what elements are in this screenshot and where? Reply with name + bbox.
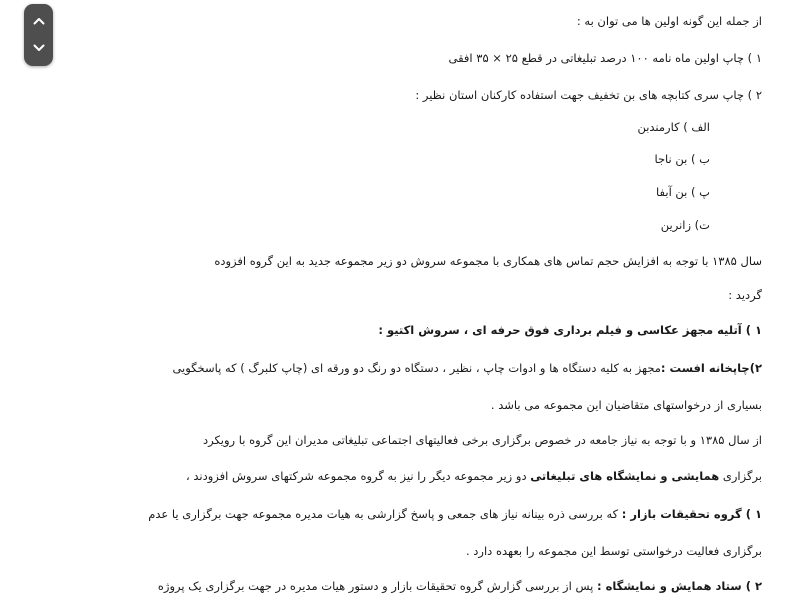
item-exhibition-hq-title: ۲ ) ستاد همایش و نمایشگاه : [596,579,762,593]
list-item-coupon-booklets: ۲ ) چاپ سری کتابچه های بن تخفیف جهت استفاده کارکنان استان نظیر : [415,88,762,102]
chevron-down-icon [33,44,45,52]
item-photo-studio-title: ۱ ) آتلیه مجهز عکاسی و فیلم برداری فوق حرفه ای ، سروش اکتیو : [378,323,762,337]
sub-item-d: ت) زانرین [660,218,710,232]
document-page [70,0,762,600]
item-offset-printing [70,360,762,376]
item-offset-printing-line-2: بسیاری از درخواستهای متقاضیان این مجموعه می باشد . [490,398,762,412]
paragraph-2-line-1: از سال ۱۳۸۵ و با توجه به نیاز جامعه در خصوص برگزاری برخی فعالیتهای اجتماعی تبلیغاتی مدیران این گروه با رویکرد [202,433,762,447]
paragraph-2-post: دو زیر مجموعه دیگر را نیز به گروه مجموعه شرکتهای سروش افزودند ، [186,469,527,483]
scroll-down-button[interactable] [24,35,53,61]
paragraph-2-bold: همایشی و نمایشگاه های تبلیغاتی [530,469,720,483]
list-item-monthly-magazine: ۱ ) چاپ اولین ماه نامه ۱۰۰ درصد تبلیغاتی در قطع ۲۵ × ۳۵ افقی [448,51,762,65]
item-market-research-line-2: برگزاری فعالیت درخواستی توسط این مجموعه را بعهده دارد . [466,544,762,558]
item-exhibition-hq-text: پس از بررسی گزارش گروه تحقیقات بازار و دستور هیات مدیره در جهت برگزاری یک پروژه [157,579,594,593]
sub-item-a: الف ) کارمندبن [637,120,710,134]
paragraph-2-line-2 [70,468,762,484]
paragraph-1-line-2: گردید : [728,288,762,302]
paragraph-2-pre: برگزاری [722,469,762,483]
paragraph-1-line-1: سال ۱۳۸۵ با توجه به افزایش حجم تماس های همکاری با مجموعه سروش دو زیر مجموعه جدید به این گروه افزوده [214,254,762,268]
item-exhibition-hq [70,578,762,594]
item-market-research-title: ۱ ) گروه تحقیقات بازار : [621,507,762,521]
item-market-research-text: که بررسی ذره بینانه نیاز های جمعی و پاسخ گزارشی به هیات مدیره مجموعه جهت برگزاری یا عدم [148,507,619,521]
intro-line: از جمله این گونه اولین ها می توان به : [576,14,762,28]
sub-item-c: پ ) بن آبفا [656,185,710,199]
sub-item-b: ب ) بن ناجا [654,152,710,166]
item-offset-printing-title: ۲)چاپخانه افست : [660,361,762,375]
chevron-up-icon [33,17,45,25]
item-photo-studio [70,322,762,338]
scroll-up-button[interactable] [24,8,53,34]
item-market-research [70,506,762,522]
item-offset-printing-text: مجهز به کلیه دستگاه ها و ادوات چاپ ، نظیر ، دستگاه دو رنگ دو ورقه ای (چاپ کلبرگ ) که پاسخگویی [172,361,661,375]
scroll-navigation-control [24,4,53,66]
